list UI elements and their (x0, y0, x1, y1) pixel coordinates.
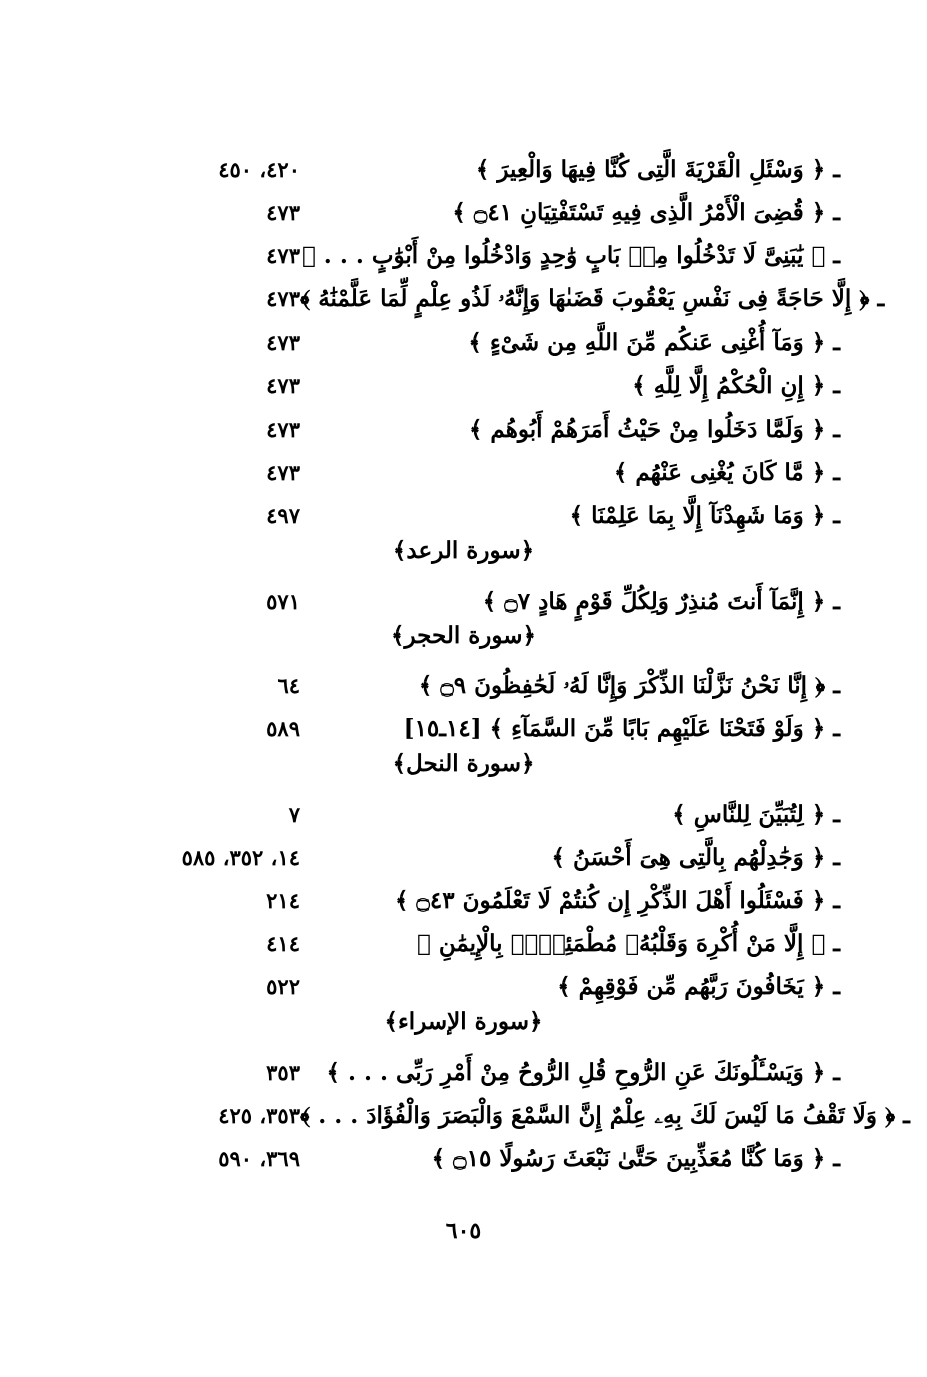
verse-text: ﴿ إِلَّا مَنْ أُكْرِهَ وَقَلْبُهُۥ مُطْمَئِنٌّۢ بِالْإِيمَٰنِ ﴾ (417, 929, 826, 957)
verse-entry (404, 715, 840, 742)
surah-heading: ﴿سورة النحل﴾ (392, 750, 535, 777)
bullet-dash: ـ (833, 671, 840, 699)
verse-entry (395, 887, 840, 914)
verse-entry (468, 329, 840, 356)
bullet-dash: ـ (877, 284, 885, 312)
surah-heading: ﴿سورة الإسراء﴾ (384, 1008, 543, 1035)
bullet-dash: ـ (833, 371, 840, 399)
verse-text: ﴿ مَّا كَانَ يُغْنِى عَنْهُم ﴾ (613, 458, 826, 486)
verse-text: ﴿ وَلَوْ فَتَحْنَا عَلَيْهِم بَابًا مِّنَ السَّمَآءِ ﴾ [١٤ـ١٥] (403, 714, 826, 742)
page-references: ٤٧٣ (266, 285, 300, 311)
verse-text: ﴿ وَجَٰدِلْهُم بِالَّتِى هِىَ أَحْسَنُ ﴾ (551, 843, 826, 871)
page-references: ٣٥٣، ٤٢٥ (218, 1102, 300, 1128)
page-references: ٢١٤ (266, 887, 300, 913)
page-references: ٤٧٣ (266, 242, 300, 268)
verse-text: ﴿ وَمَا شَهِدْنَآ إِلَّا بِمَا عَلِمْنَا ﴾ (569, 501, 826, 529)
index-row (150, 793, 840, 835)
bullet-dash: ـ (833, 714, 840, 742)
verse-text: ﴿ وَمَآ أُغْنِى عَنكُم مِّنَ اللَّهِ مِن شَىْءٍ ﴾ (468, 328, 826, 356)
verse-entry (469, 416, 840, 443)
index-row (150, 364, 840, 406)
surah-heading: ﴿سورة الرعد﴾ (392, 537, 535, 564)
page-references: ٦٤ (277, 672, 300, 698)
verse-entry (300, 1102, 910, 1129)
index-row (150, 321, 840, 363)
page-references: ٥٧١ (266, 588, 300, 614)
verse-text: ﴿ يَخَافُونَ رَبَّهُم مِّن فَوْقِهِمْ ﴾ (557, 972, 826, 1000)
bullet-dash: ـ (833, 1144, 840, 1172)
bullet-dash: ـ (833, 886, 840, 914)
index-row (150, 191, 840, 233)
verse-text: ﴿ إِلَّا حَاجَةً فِى نَفْسِ يَعْقُوبَ قَضَىٰهَا وَإِنَّهُۥ لَذُو عِلْمٍ لِّمَا عَلَّمْنَٰهُ ﴾ (300, 284, 870, 312)
bullet-dash: ـ (833, 972, 840, 1000)
verse-text: ﴿ لِتُبَيِّنَ لِلنَّاسِ ﴾ (672, 800, 826, 828)
page-references: ٤٧٣ (266, 329, 300, 355)
bullet-dash: ـ (833, 328, 840, 356)
index-row (150, 580, 840, 622)
index-row (150, 451, 840, 493)
page-references: ٣٦٩، ٥٩٠ (218, 1145, 300, 1171)
bullet-dash: ـ (833, 155, 840, 183)
bullet-dash: ـ (833, 587, 840, 615)
index-row (150, 922, 840, 964)
page-references: ٣٥٣ (266, 1059, 300, 1085)
verse-entry (672, 801, 840, 828)
verse-entry (551, 844, 840, 871)
index-row (150, 234, 840, 276)
page-references: ١٤، ٣٥٢، ٥٨٥ (181, 844, 300, 870)
page-references: ٥٨٩ (266, 715, 300, 741)
index-row (150, 408, 840, 450)
verse-text: ﴿ يَٰبَنِىَّ لَا تَدْخُلُوا مِنۢ بَابٍ وَٰحِدٍ وَادْخُلُوا مِنْ أَبْوَٰبٍ . . . ﴾ (302, 241, 826, 269)
verse-entry (419, 672, 840, 699)
bullet-dash: ـ (833, 415, 840, 443)
bullet-dash: ـ (833, 929, 840, 957)
bullet-dash: ـ (833, 1058, 840, 1086)
bullet-dash: ـ (833, 241, 840, 269)
verse-entry (417, 930, 840, 957)
page-references: ٤٧٣ (266, 199, 300, 225)
page-references: ٤٩٧ (266, 502, 300, 528)
index-row (150, 1094, 910, 1136)
page-references: ٧ (288, 801, 300, 827)
verse-entry (483, 588, 840, 615)
bullet-dash: ـ (833, 800, 840, 828)
verse-text: ﴿ فَسْئَلُوا أَهْلَ الذِّكْرِ إِن كُنتُمْ لَا تَعْلَمُونَ ۝٤٣ ﴾ (394, 886, 826, 914)
bullet-dash: ـ (833, 843, 840, 871)
verse-entry (632, 372, 840, 399)
page-references: ٥٢٢ (266, 973, 300, 999)
page-references: ٤٧٣ (266, 416, 300, 442)
verse-entry (452, 199, 840, 226)
verse-text: ﴿ إِنَّا نَحْنُ نَزَّلْنَا الذِّكْرَ وَإِنَّا لَهُۥ لَحَٰفِظُونَ ۝٩ ﴾ (418, 671, 826, 699)
bullet-dash: ـ (903, 1101, 910, 1129)
surah-heading: ﴿سورة الحجر﴾ (390, 622, 537, 649)
index-row (150, 277, 885, 319)
index-row (150, 1137, 840, 1179)
page-references: ٤٧٣ (266, 459, 300, 485)
verse-entry (557, 973, 840, 1000)
page-references: ٤٢٠، ٤٥٠ (218, 156, 300, 182)
index-row (150, 494, 840, 536)
bullet-dash: ـ (833, 458, 840, 486)
page-references: ٤١٤ (266, 930, 300, 956)
verse-entry (302, 242, 840, 269)
index-row (150, 836, 840, 878)
index-row (150, 879, 840, 921)
verse-text: ﴿ إِنَّمَآ أَنتَ مُنذِرٌ وَلِكُلِّ قَوْمٍ هَادٍ ۝٧ ﴾ (482, 587, 826, 615)
index-row (150, 148, 840, 190)
verse-entry (570, 502, 840, 529)
index-row (150, 707, 840, 749)
verse-entry (300, 285, 884, 312)
index-row (150, 965, 840, 1007)
index-row (150, 1051, 840, 1093)
verse-text: ﴿ وَسْئَلِ الْقَرْيَةَ الَّتِى كُنَّا فِيهَا وَالْعِيرَ ﴾ (475, 155, 826, 183)
verse-text: ﴿ وَلَا تَقْفُ مَا لَيْسَ لَكَ بِهِۦ عِلْمٌ إِنَّ السَّمْعَ وَالْبَصَرَ وَالْفُؤَادَ . . . ﴾ (300, 1101, 896, 1129)
verse-entry (327, 1059, 841, 1086)
page-number: ٦٠٥ (445, 1218, 482, 1244)
bullet-dash: ـ (833, 198, 840, 226)
verse-entry (432, 1145, 840, 1172)
bullet-dash: ـ (833, 501, 840, 529)
verse-text: ﴿ وَلَمَّا دَخَلُوا مِنْ حَيْثُ أَمَرَهُمْ أَبُوهُم ﴾ (468, 415, 826, 443)
verse-text: ﴿ وَيَسْـَٔلُونَكَ عَنِ الرُّوحِ قُلِ الرُّوحُ مِنْ أَمْرِ رَبِّى . . . ﴾ (326, 1058, 826, 1086)
index-row (150, 664, 840, 706)
page-references: ٤٧٣ (266, 372, 300, 398)
verse-text: ﴿ وَمَا كُنَّا مُعَذِّبِينَ حَتَّىٰ نَبْعَثَ رَسُولًا ۝١٥ ﴾ (431, 1144, 826, 1172)
verse-text: ﴿ قُضِىَ الْأَمْرُ الَّذِى فِيهِ تَسْتَفْتِيَانِ ۝٤١ ﴾ (452, 198, 826, 226)
verse-text: ﴿ إِنِ الْحُكْمُ إِلَّا لِلَّهِ ﴾ (632, 371, 826, 399)
verse-entry (476, 156, 840, 183)
verse-entry (614, 459, 840, 486)
